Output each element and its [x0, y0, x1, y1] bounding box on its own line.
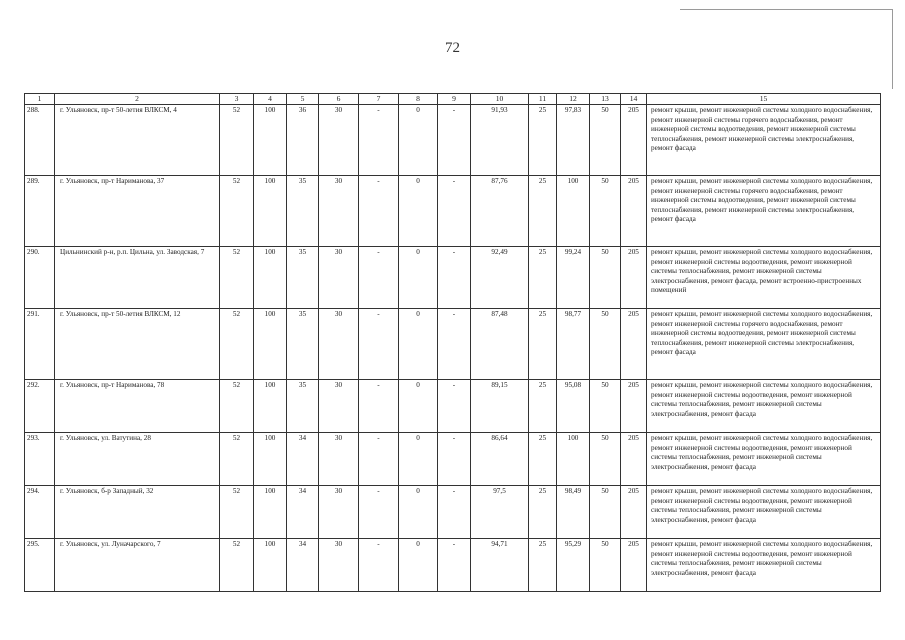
table-cell: 100	[254, 433, 287, 486]
table-cell: 86,64	[471, 433, 529, 486]
column-header: 3	[220, 94, 254, 105]
table-cell: 0	[399, 176, 438, 247]
table-cell: 100	[254, 380, 287, 433]
table-cell: -	[359, 433, 399, 486]
table-cell: 34	[287, 486, 319, 539]
table-cell: -	[438, 486, 471, 539]
header-row	[25, 94, 881, 105]
table-cell: 52	[220, 176, 254, 247]
table-row	[25, 309, 881, 380]
table-cell: 205	[621, 486, 647, 539]
table-cell: 98,77	[557, 309, 590, 380]
table-cell: 52	[220, 105, 254, 176]
address-cell: г. Ульяновск, б-р Западный, 32	[55, 486, 220, 539]
table-cell: -	[359, 176, 399, 247]
table-cell: 100	[557, 433, 590, 486]
table-cell: -	[438, 539, 471, 592]
table-cell: 99,24	[557, 247, 590, 309]
table-row	[25, 105, 881, 176]
table-cell: 0	[399, 433, 438, 486]
table-cell: 52	[220, 309, 254, 380]
table-cell: 205	[621, 380, 647, 433]
table-cell: 25	[529, 433, 557, 486]
table-cell: 25	[529, 105, 557, 176]
table-cell: 52	[220, 247, 254, 309]
table-cell: 52	[220, 380, 254, 433]
address-cell: г. Ульяновск, ул. Ватутина, 28	[55, 433, 220, 486]
table-cell: 100	[254, 539, 287, 592]
column-header: 1	[25, 94, 55, 105]
works-list-cell: ремонт крыши, ремонт инженерной системы холодного водоснабжения, ремонт инженерной системы горячего водоснабжения, ремонт инженерной системы водоотведения, ремонт инженерной системы теплоснабжения, ремонт инженерной системы электроснабжения, ремонт фасада	[647, 309, 881, 380]
table-cell: 100	[254, 309, 287, 380]
table-cell: 87,48	[471, 309, 529, 380]
row-number: 289.	[25, 176, 55, 247]
table-row	[25, 539, 881, 592]
column-header: 14	[621, 94, 647, 105]
row-number: 293.	[25, 433, 55, 486]
table-cell: 36	[287, 105, 319, 176]
table-cell: 100	[254, 176, 287, 247]
table-cell: 205	[621, 433, 647, 486]
table-cell: 52	[220, 539, 254, 592]
table-cell: 30	[319, 380, 359, 433]
table-cell: 52	[220, 486, 254, 539]
column-header: 12	[557, 94, 590, 105]
table-cell: 50	[590, 380, 621, 433]
table-cell: 50	[590, 309, 621, 380]
table-cell: 25	[529, 380, 557, 433]
row-number: 294.	[25, 486, 55, 539]
table-cell: 50	[590, 433, 621, 486]
table-cell: -	[359, 539, 399, 592]
table-cell: 25	[529, 176, 557, 247]
table-cell: 0	[399, 247, 438, 309]
table-cell: 205	[621, 105, 647, 176]
table-cell: 0	[399, 539, 438, 592]
row-number: 288.	[25, 105, 55, 176]
table-cell: -	[359, 105, 399, 176]
address-cell: г. Ульяновск, пр-т Нариманова, 78	[55, 380, 220, 433]
table-cell: 35	[287, 176, 319, 247]
table-cell: -	[438, 380, 471, 433]
column-header: 15	[647, 94, 881, 105]
column-header: 4	[254, 94, 287, 105]
table-cell: 100	[254, 247, 287, 309]
column-header: 8	[399, 94, 438, 105]
table-cell: 52	[220, 433, 254, 486]
column-header: 11	[529, 94, 557, 105]
address-cell: г. Ульяновск, пр-т 50-летия ВЛКСМ, 4	[55, 105, 220, 176]
table-cell: 0	[399, 380, 438, 433]
works-list-cell: ремонт крыши, ремонт инженерной системы холодного водоснабжения, ремонт инженерной системы водоотведения, ремонт инженерной системы теплоснабжения, ремонт инженерной системы электроснабжения, ремонт фасада, ремонт встроенно-пристроенных помещений	[647, 247, 881, 309]
table-cell: 0	[399, 486, 438, 539]
row-number: 290.	[25, 247, 55, 309]
column-header: 2	[55, 94, 220, 105]
table-cell: 30	[319, 105, 359, 176]
table-cell: 100	[254, 486, 287, 539]
table-cell: 50	[590, 539, 621, 592]
table-cell: 0	[399, 105, 438, 176]
works-list-cell: ремонт крыши, ремонт инженерной системы холодного водоснабжения, ремонт инженерной системы горячего водоснабжения, ремонт инженерной системы водоотведения, ремонт инженерной системы теплоснабжения, ремонт инженерной системы электроснабжения, ремонт фасада	[647, 176, 881, 247]
table-cell: 25	[529, 247, 557, 309]
table-cell: 89,15	[471, 380, 529, 433]
table-row	[25, 433, 881, 486]
table-cell: 34	[287, 433, 319, 486]
address-cell: г. Ульяновск, пр-т Нариманова, 37	[55, 176, 220, 247]
works-list-cell: ремонт крыши, ремонт инженерной системы холодного водоснабжения, ремонт инженерной системы водоотведения, ремонт инженерной системы теплоснабжения, ремонт инженерной системы электроснабжения, ремонт фасада	[647, 486, 881, 539]
address-cell: г. Ульяновск, ул. Луначарского, 7	[55, 539, 220, 592]
table-cell: 91,93	[471, 105, 529, 176]
table-cell: 100	[557, 176, 590, 247]
table-cell: 97,5	[471, 486, 529, 539]
table-cell: 205	[621, 247, 647, 309]
table-cell: 30	[319, 309, 359, 380]
table-cell: 0	[399, 309, 438, 380]
table-cell: 35	[287, 309, 319, 380]
column-header: 5	[287, 94, 319, 105]
table-row	[25, 247, 881, 309]
table-cell: -	[359, 247, 399, 309]
table-cell: 100	[254, 105, 287, 176]
table-cell: 35	[287, 247, 319, 309]
table-cell: 94,71	[471, 539, 529, 592]
table-cell: 205	[621, 176, 647, 247]
scan-edge-top	[680, 9, 892, 10]
column-header: 7	[359, 94, 399, 105]
table-cell: -	[438, 433, 471, 486]
table-cell: 25	[529, 539, 557, 592]
works-list-cell: ремонт крыши, ремонт инженерной системы холодного водоснабжения, ремонт инженерной системы горячего водоснабжения, ремонт инженерной системы водоотведения, ремонт инженерной системы теплоснабжения, ремонт инженерной системы электроснабжения, ремонт фасада	[647, 105, 881, 176]
table-cell: 25	[529, 486, 557, 539]
table-cell: -	[438, 176, 471, 247]
address-cell: г. Ульяновск, пр-т 50-летия ВЛКСМ, 12	[55, 309, 220, 380]
table-cell: 50	[590, 486, 621, 539]
table-cell: 50	[590, 176, 621, 247]
table-cell: 30	[319, 176, 359, 247]
table-cell: 30	[319, 486, 359, 539]
table-cell: -	[438, 309, 471, 380]
table-cell: 95,29	[557, 539, 590, 592]
table-cell: -	[359, 380, 399, 433]
table-cell: 98,49	[557, 486, 590, 539]
table-row	[25, 176, 881, 247]
table-cell: -	[438, 247, 471, 309]
table-cell: 30	[319, 247, 359, 309]
row-number: 291.	[25, 309, 55, 380]
table-row	[25, 380, 881, 433]
table-cell: 25	[529, 309, 557, 380]
works-list-cell: ремонт крыши, ремонт инженерной системы холодного водоснабжения, ремонт инженерной системы водоотведения, ремонт инженерной системы теплоснабжения, ремонт инженерной системы электроснабжения, ремонт фасада	[647, 380, 881, 433]
column-header: 10	[471, 94, 529, 105]
table-cell: 50	[590, 247, 621, 309]
table-cell: -	[438, 105, 471, 176]
column-header: 9	[438, 94, 471, 105]
table-cell: -	[359, 486, 399, 539]
works-list-cell: ремонт крыши, ремонт инженерной системы холодного водоснабжения, ремонт инженерной системы водоотведения, ремонт инженерной системы теплоснабжения, ремонт инженерной системы электроснабжения, ремонт фасада	[647, 539, 881, 592]
table-cell: 50	[590, 105, 621, 176]
table-cell: 97,83	[557, 105, 590, 176]
table-row	[25, 486, 881, 539]
table-cell: 205	[621, 309, 647, 380]
row-number: 295.	[25, 539, 55, 592]
table-cell: 34	[287, 539, 319, 592]
table-cell: 95,08	[557, 380, 590, 433]
table-cell: 92,49	[471, 247, 529, 309]
page-number: 72	[445, 40, 460, 56]
table-cell: 205	[621, 539, 647, 592]
register-table	[24, 93, 881, 592]
works-list-cell: ремонт крыши, ремонт инженерной системы холодного водоснабжения, ремонт инженерной системы водоотведения, ремонт инженерной системы теплоснабжения, ремонт инженерной системы электроснабжения, ремонт фасада	[647, 433, 881, 486]
table-cell: -	[359, 309, 399, 380]
table-cell: 87,76	[471, 176, 529, 247]
table-cell: 35	[287, 380, 319, 433]
address-cell: Цильнинский р-н, р.п. Цильна, ул. Заводская, 7	[55, 247, 220, 309]
table-cell: 30	[319, 433, 359, 486]
column-header: 13	[590, 94, 621, 105]
table-cell: 30	[319, 539, 359, 592]
row-number: 292.	[25, 380, 55, 433]
column-header: 6	[319, 94, 359, 105]
